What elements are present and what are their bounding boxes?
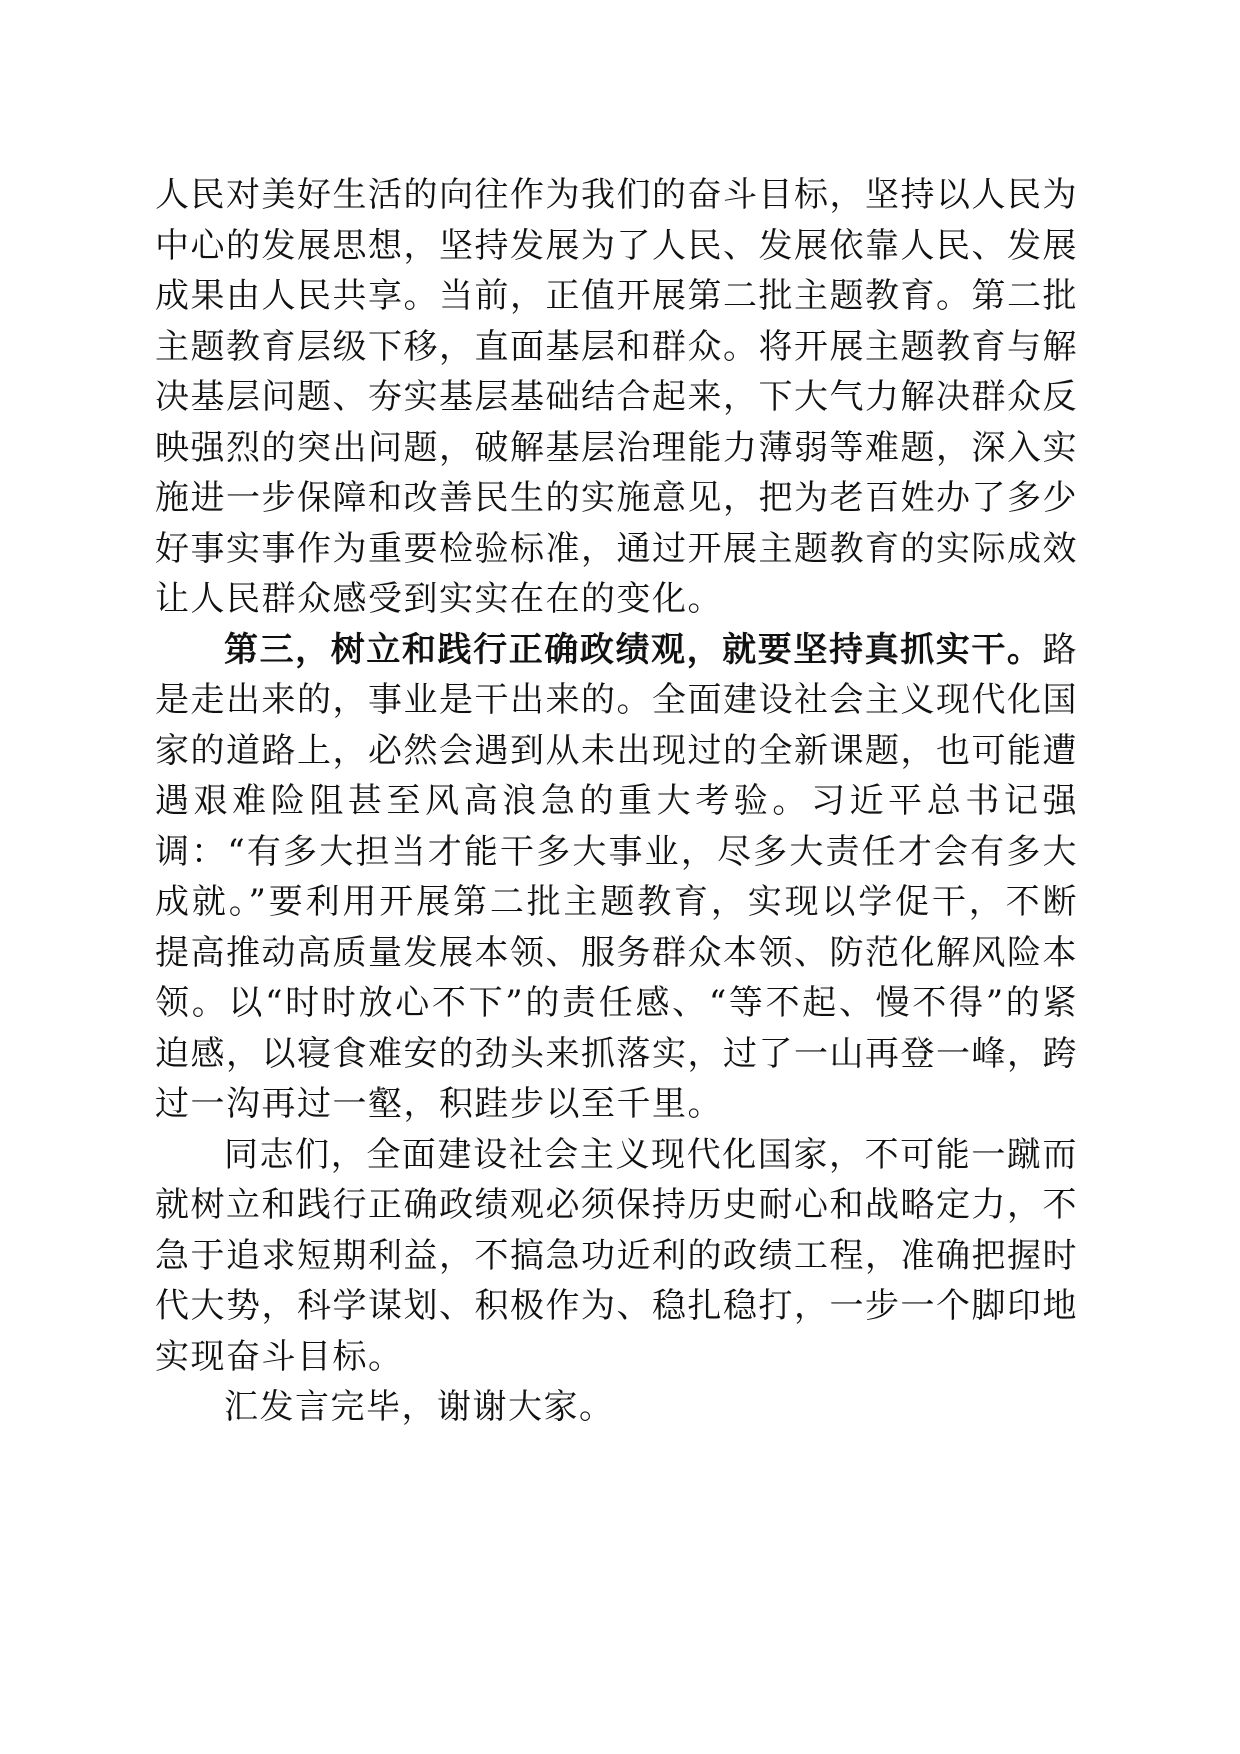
paragraph-2-text: 路是走出来的，事业是干出来的。全面建设社会主义现代化国家的道路上，必然会遇到从未出现过的全新课题，也可能遭遇艰难险阻甚至风高浪急的重大考验。习近平总书记强调：“有多大担当才能干多大事业，尽多大责任才会有多大成就。”要利用开展第二批主题教育，实现以学促干，不断提高推动高质量发展本领、服务群众本领、防范化解风险本领。以“时时放心不下”的责任感、“等不起、慢不得”的紧迫感，以寝食难安的劲头来抓落实，过了一山再登一峰，跨过一沟再过一壑，积跬步以至千里。 [155,629,1078,1124]
document-body [155,170,1078,1433]
paragraph-4-text: 汇发言完毕，谢谢大家。 [224,1387,615,1427]
paragraph-1 [155,170,1078,625]
paragraph-2-heading: 第三，树立和践行正确政绩观，就要坚持真抓实干。 [224,629,1043,670]
paragraph-2 [155,625,1078,1130]
paragraph-4 [155,1382,1078,1433]
paragraph-1-text: 人民对美好生活的向往作为我们的奋斗目标，坚持以人民为中心的发展思想，坚持发展为了人民、发展依靠人民、发展成果由人民共享。当前，正值开展第二批主题教育。第二批主题教育层级下移，直面基层和群众。将开展主题教育与解决基层问题、夯实基层基础结合起来，下大气力解决群众反映强烈的突出问题，破解基层治理能力薄弱等难题，深入实施进一步保障和改善民生的实施意见，把为老百姓办了多少好事实事作为重要检验标准，通过开展主题教育的实际成效让人民群众感受到实实在在的变化。 [155,175,1078,619]
paragraph-3-text: 同志们，全面建设社会主义现代化国家，不可能一蹴而就树立和践行正确政绩观必须保持历史耐心和战略定力，不急于追求短期利益，不搞急功近利的政绩工程，准确把握时代大势，科学谋划、积极作为、稳扎稳打，一步一个脚印地实现奋斗目标。 [155,1134,1078,1377]
paragraph-3 [155,1130,1078,1383]
